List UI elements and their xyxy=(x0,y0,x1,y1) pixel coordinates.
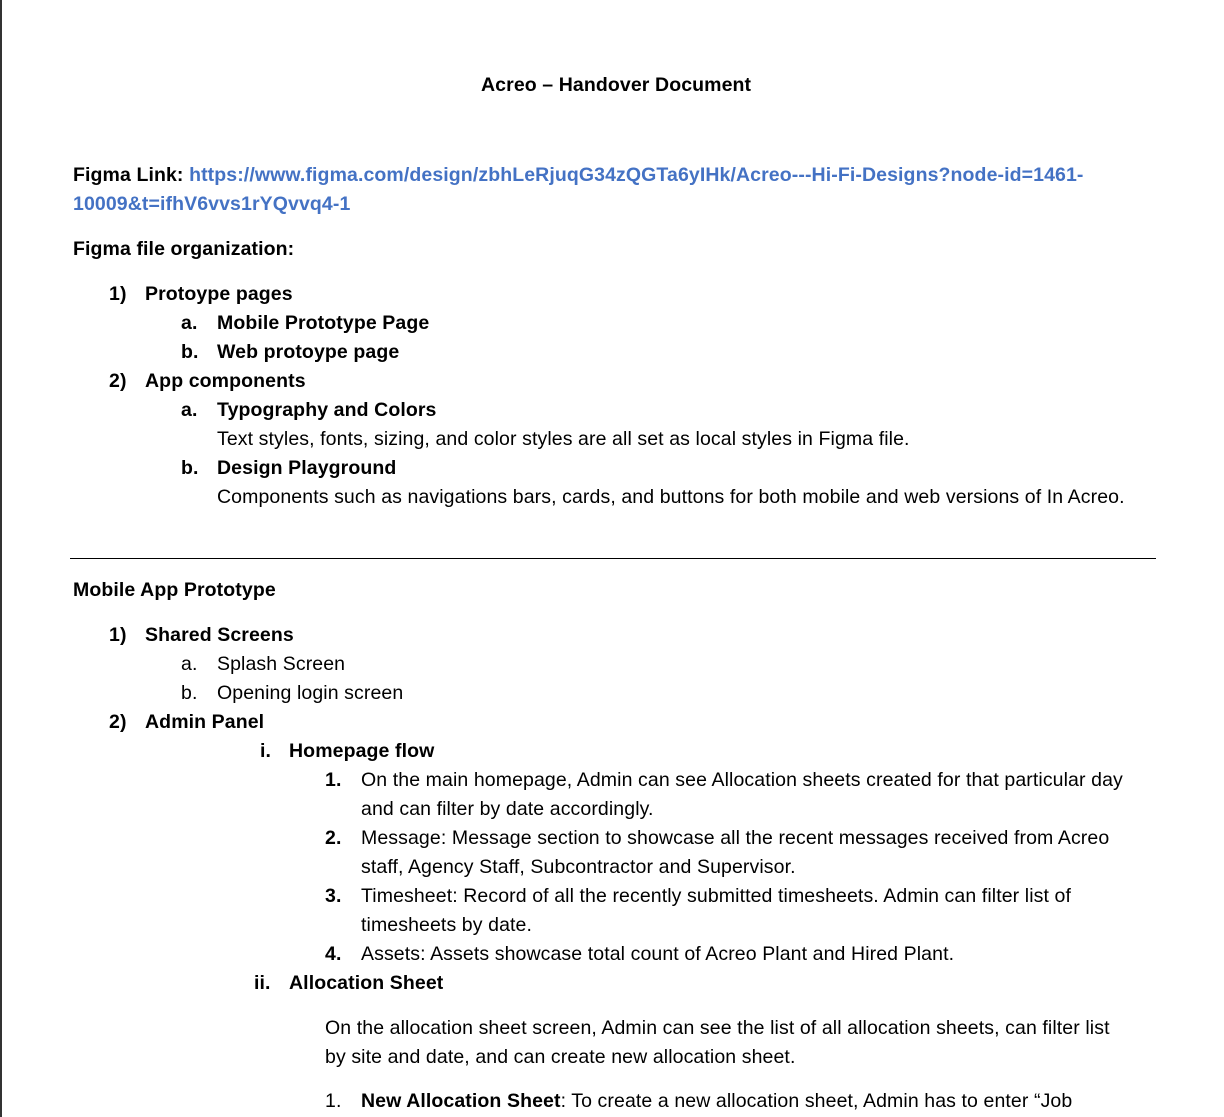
figma-link-label: Figma Link: xyxy=(73,164,184,186)
list-marker: i. xyxy=(260,740,272,762)
list-marker: 1. xyxy=(325,1090,342,1112)
list-marker: 2) xyxy=(109,711,127,733)
list-item-web-prototype-page: Web protoype page xyxy=(217,341,400,363)
list-item-design-playground: Design Playground xyxy=(217,457,397,479)
homepage-item-3: Timesheet: Record of all the recently submitted timesheets. Admin can filter list of xyxy=(361,885,1071,907)
homepage-item-2: Message: Message section to showcase all the recent messages received from Acreo xyxy=(361,827,1110,849)
list-marker: 1. xyxy=(325,769,342,791)
list-marker: a. xyxy=(181,399,198,421)
list-item-app-components: App components xyxy=(145,370,306,392)
list-marker: 3. xyxy=(325,885,342,907)
homepage-item-2-continued: staff, Agency Staff, Subcontractor and Supervisor. xyxy=(361,856,796,878)
figma-link-url-continued[interactable]: 10009&t=ifhV6vvs1rYQvvq4-1 xyxy=(73,193,351,215)
homepage-item-4: Assets: Assets showcase total count of Acreo Plant and Hired Plant. xyxy=(361,943,955,965)
list-marker: 4. xyxy=(325,943,342,965)
document-title: Acreo – Handover Document xyxy=(481,74,752,96)
allocation-paragraph: On the allocation sheet screen, Admin can see the list of all allocation sheets, can filter list xyxy=(325,1017,1110,1039)
list-item-opening-login-screen: Opening login screen xyxy=(217,682,404,704)
list-marker: 2. xyxy=(325,827,342,849)
list-item-shared-screens: Shared Screens xyxy=(145,624,294,646)
page-left-border xyxy=(0,0,2,1117)
homepage-item-1-continued: and can filter by date accordingly. xyxy=(361,798,654,820)
homepage-item-3-continued: timesheets by date. xyxy=(361,914,532,936)
list-item-homepage-flow: Homepage flow xyxy=(289,740,435,762)
list-item-allocation-sheet: Allocation Sheet xyxy=(289,972,444,994)
list-marker: a. xyxy=(181,653,198,675)
list-marker: b. xyxy=(181,457,199,479)
list-marker: 2) xyxy=(109,370,127,392)
list-item-admin-panel: Admin Panel xyxy=(145,711,265,733)
list-marker: 1) xyxy=(109,624,127,646)
list-item-mobile-prototype-page: Mobile Prototype Page xyxy=(217,312,430,334)
figma-link-line-1 xyxy=(73,161,1084,190)
file-organization-heading: Figma file organization: xyxy=(73,238,295,260)
list-marker: b. xyxy=(181,341,199,363)
design-playground-description: Components such as navigations bars, cards, and buttons for both mobile and web versions of In Acreo. xyxy=(217,486,1125,508)
new-allocation-sheet-text: : To create a new allocation sheet, Admin has to enter “Job xyxy=(560,1090,1073,1112)
typography-description: Text styles, fonts, sizing, and color styles are all set as local styles in Figma file. xyxy=(217,428,910,450)
list-marker: 1) xyxy=(109,283,127,305)
list-item-typography-colors: Typography and Colors xyxy=(217,399,437,421)
new-allocation-sheet-item xyxy=(361,1087,1072,1116)
list-marker: ii. xyxy=(254,972,271,994)
allocation-paragraph-continued: by site and date, and can create new allocation sheet. xyxy=(325,1046,796,1068)
horizontal-divider xyxy=(70,558,1156,559)
list-item-splash-screen: Splash Screen xyxy=(217,653,346,675)
list-item-prototype-pages: Protoype pages xyxy=(145,283,293,305)
list-marker: a. xyxy=(181,312,198,334)
new-allocation-sheet-label: New Allocation Sheet xyxy=(361,1090,561,1112)
list-marker: b. xyxy=(181,682,198,704)
homepage-item-1: On the main homepage, Admin can see Allocation sheets created for that particular day xyxy=(361,769,1123,791)
figma-link-url[interactable]: https://www.figma.com/design/zbhLeRjuqG34zQGTa6yIHk/Acreo---Hi-Fi-Designs?node-id=1461- xyxy=(189,164,1084,186)
mobile-app-prototype-heading: Mobile App Prototype xyxy=(73,579,276,601)
